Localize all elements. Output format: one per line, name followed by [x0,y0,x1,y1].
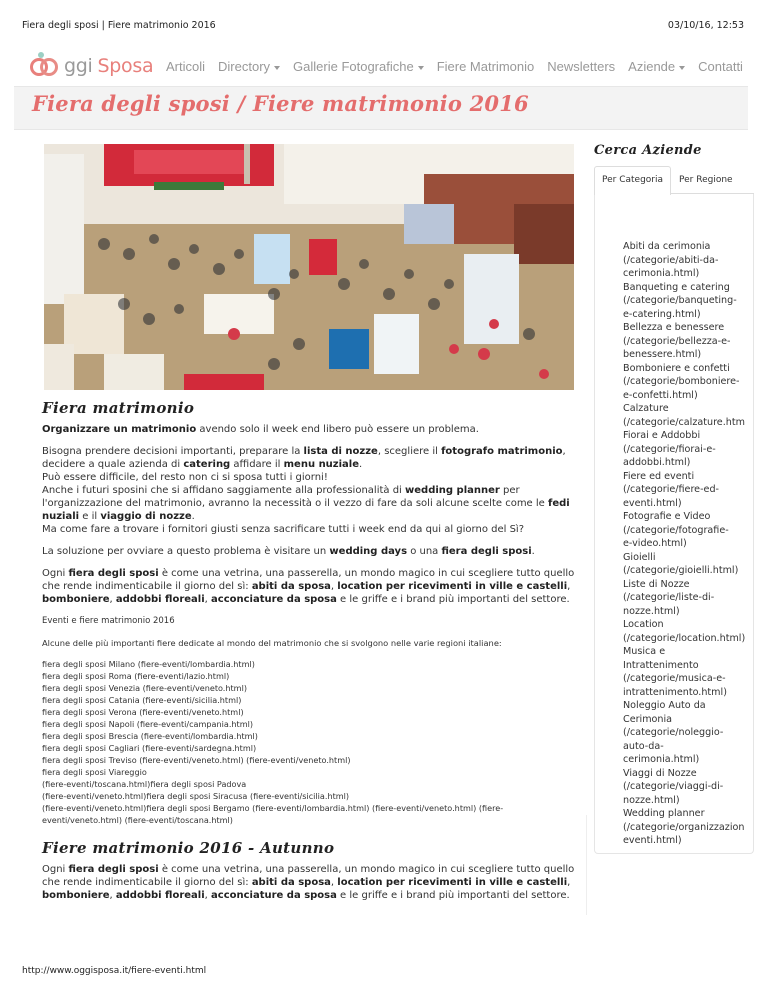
category-path: (/categorie/abiti-da- [623,254,719,266]
category-path: (/categorie/gioielli.html) [623,565,739,576]
category-link[interactable] [623,281,753,322]
event-link[interactable]: (fiere-eventi/veneto.html)fiera degli sposi Bergamo (fiere-eventi/lombardia.html) (fiere-eventi/veneto.html) (fiere- [42,803,504,813]
category-name: Banqueting e catering [623,281,730,293]
category-path: auto-da- [623,740,664,752]
event-link[interactable]: (fiere-eventi/toscana.html)fiera degli sposi Padova [42,779,247,789]
category-link[interactable] [623,551,753,578]
main-nav [166,59,756,74]
print-title: Fiera degli sposi | Fiere matrimonio 2016 [22,20,216,31]
category-link[interactable] [623,470,753,511]
category-path: (/categorie/bomboniere- [623,376,740,387]
nav-item-contatti[interactable]: Contatti [698,59,743,74]
chevron-down-icon [679,66,685,70]
event-link[interactable]: fiera degli sposi Roma (fiere-eventi/lazio.html) [42,671,230,681]
event-link[interactable]: fiera degli sposi Verona (fiere-eventi/veneto.html) [42,707,244,717]
category-name: Noleggio Auto da [623,700,706,711]
sidebar-tabs [594,166,754,194]
events-title: Eventi e fiere matrimonio 2016 [42,616,175,626]
event-link[interactable]: fiera degli sposi Catania (fiere-eventi/sicilia.html) [42,695,242,705]
category-link[interactable] [623,578,753,619]
print-url: http://www.oggisposa.it/fiere-eventi.html [22,966,207,976]
chevron-down-icon [418,66,424,70]
paragraph-intro: Organizzare un matrimonio avendo solo il week end libero può essere un problema. [42,424,479,435]
category-link[interactable] [623,321,753,362]
event-link[interactable]: eventi/veneto.html) (fiere-eventi/toscana.html) [42,815,233,825]
nav-item-newsletters[interactable]: Newsletters [547,59,616,74]
category-path: (/categorie/noleggio- [623,727,724,738]
category-list [594,194,754,854]
event-link[interactable]: fiera degli sposi Milano (fiere-eventi/lombardia.html) [42,659,255,669]
category-path: cerimonia.html) [623,268,700,279]
logo-text: ggi Sposa [64,55,154,77]
page-title: Fiera degli sposi / Fiere matrimonio 2016 [32,91,529,116]
chevron-down-icon [274,66,280,70]
event-link[interactable]: (fiere-eventi/veneto.html)fiera degli sposi Siracusa (fiere-eventi/sicilia.html) [42,791,350,801]
tab-per-regione[interactable]: Per Regione [679,175,733,185]
category-name: Abiti da cerimonia [623,241,711,252]
site-logo[interactable] [28,50,153,82]
rings-logo-icon [28,52,62,80]
category-name: Fiorai e Addobbi [623,430,701,441]
navbar [20,46,750,86]
category-path: benessere.html) [623,349,702,360]
paragraph-decisions: Bisogna prendere decisioni importanti, preparare la lista di nozze, scegliere il fotografo matrimonio, decidere a quale azienda di catering affidare il menu nuziale. Può essere difficile, del resto non ci si sposa tutti i giorni! Anche i futuri sposini che si affidano saggiamente alla professionalità di wedding planner per l'organizzazione del matrimonio, avranno la necessità o il vezzo di fare da soli alcune scelte come le fedi nuziali e il viaggio di nozze. Ma come fare a trovare i fornitori giusti senza sacrificare tutti i week end da qui al giorno del Sì? [42,446,570,535]
category-path: addobbi.html) [623,457,691,468]
category-link[interactable] [623,807,753,848]
category-link[interactable] [623,510,753,551]
category-link[interactable] [623,362,753,403]
nav-item-fiere[interactable]: Fiere Matrimonio [436,59,535,74]
category-path: (/categorie/viaggi-di- [623,781,724,792]
category-path: (/categorie/fiorai-e- [623,443,716,455]
heading-fiera-matrimonio: Fiera matrimonio [42,399,195,417]
category-path: (/categorie/location.html) [623,632,746,644]
category-name: Bomboniere e confetti [623,362,730,374]
paragraph-vetrina: Ogni fiera degli sposi è come una vetrina, una passerella, un mondo magico in cui scegliere tutto quello che rende indimenticabile il giorno del sì: abiti da sposa, location per ricevimenti in ville e castelli, bomboniere, addobbi floreali, acconciature da sposa e le griffe e i brand più importanti del settore. [42,568,575,605]
heading-autunno: Fiere matrimonio 2016 - Autunno [42,839,335,857]
category-path: eventi.html) [623,835,682,846]
category-link[interactable] [623,645,753,699]
category-name: Bellezza e benessere [623,322,725,333]
category-path: intrattenimento.html) [623,686,727,698]
category-name: Location [623,619,664,630]
category-path: e-confetti.html) [623,389,698,401]
nav-item-articoli[interactable]: Articoli [166,59,206,74]
category-name: Gioielli [623,551,656,563]
category-path: Cerimonia [623,713,673,725]
category-path: eventi.html) [623,497,682,509]
article-content [42,399,578,911]
events-intro: Alcune delle più importanti fiere dedicate al mondo del matrimonio che si svolgono nelle varie regioni italiane: [42,638,502,648]
tab-per-categoria[interactable]: Per Categoria [594,166,671,195]
category-path: nozze.html) [623,794,680,806]
category-link[interactable] [623,240,753,281]
divider [586,815,587,915]
event-link[interactable]: fiera degli sposi Treviso (fiere-eventi/veneto.html) (fiere-eventi/veneto.html) [42,755,351,765]
category-link[interactable] [623,402,753,429]
category-path: (/categorie/bellezza-e- [623,335,731,347]
category-name: Wedding planner [623,808,705,819]
category-link[interactable] [623,429,753,470]
category-link[interactable] [623,767,753,808]
event-link[interactable]: fiera degli sposi Brescia (fiere-eventi/lombardia.html) [42,731,258,741]
category-name: Calzature [623,403,669,414]
event-link[interactable]: fiera degli sposi Venezia (fiere-eventi/veneto.html) [42,683,247,693]
events-list [42,658,578,826]
category-path: cerimonia.html) [623,754,700,765]
page-title-banner [14,86,748,130]
sidebar [594,140,754,854]
category-path: (/categorie/calzature.htm [623,416,745,428]
paragraph-autunno: Ogni fiera degli sposi è come una vetrina, una passerella, un mondo magico in cui scegliere tutto quello che rende indimenticabile il giorno del sì: abiti da sposa, location per ricevimenti in ville e castelli, bomboniere, addobbi floreali, acconciature da sposa e le griffe e i brand più importanti del settore. [42,864,575,901]
hero-image [44,144,574,390]
category-path: Intrattenimento [623,659,699,671]
nav-item-gallerie[interactable]: Gallerie Fotografiche [293,59,424,74]
category-link[interactable] [623,699,753,767]
category-name: Musica e [623,646,666,657]
print-header [0,0,768,31]
category-path: (/categorie/liste-di- [623,592,715,603]
print-datetime: 03/10/16, 12:53 [667,20,744,31]
category-name: Liste di Nozze [623,578,690,590]
category-name: Fotografie e Video [623,511,711,522]
sidebar-title: Cerca Aziende [594,143,702,158]
category-path: (/categorie/musica-e- [623,673,726,684]
category-path: nozze.html) [623,605,680,617]
nav-item-directory[interactable]: Directory [218,59,280,74]
category-path: (/categorie/fiere-ed- [623,484,719,495]
event-link[interactable]: fiera degli sposi Cagliari (fiere-eventi/sardegna.html) [42,743,257,753]
category-path: (/categorie/organizzazion [623,821,745,833]
category-link[interactable] [623,618,753,645]
category-name: Fiere ed eventi [623,470,695,482]
event-link[interactable]: fiera degli sposi Napoli (fiere-eventi/campania.html) [42,719,253,729]
category-name: Viaggi di Nozze [623,767,697,779]
paragraph-solution: La soluzione per ovviare a questo problema è visitare un wedding days o una fiera degli sposi. [42,546,535,557]
category-path: e-catering.html) [623,308,701,320]
category-path: e-video.html) [623,538,687,549]
category-path: (/categorie/fotografie- [623,524,729,536]
event-link[interactable]: fiera degli sposi Viareggio [42,767,147,777]
nav-item-aziende[interactable]: Aziende [628,59,685,74]
category-path: (/categorie/banqueting- [623,295,737,306]
